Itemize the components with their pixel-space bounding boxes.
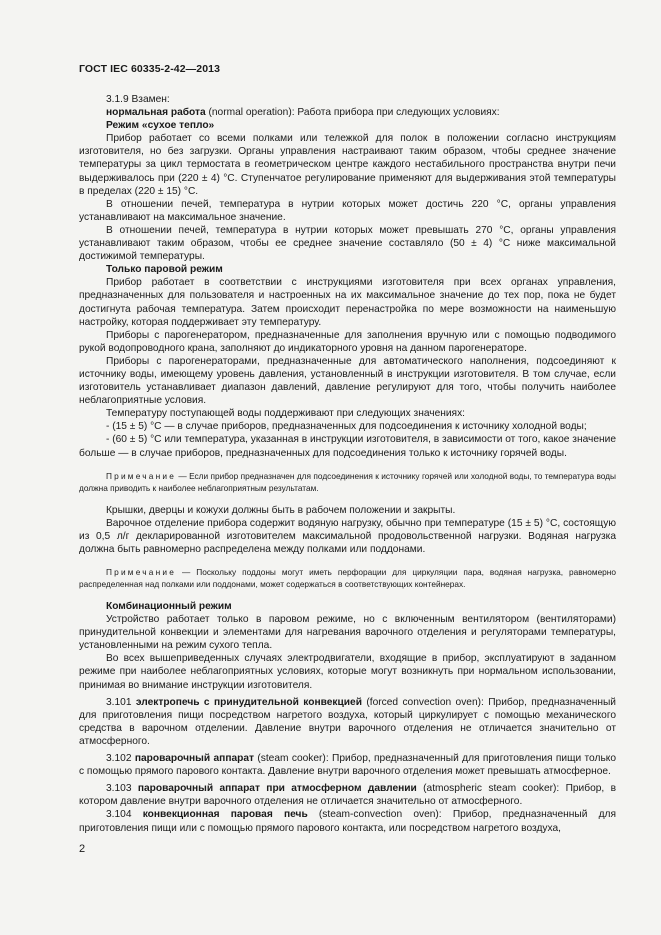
paragraph: Варочное отделение прибора содержит водяную нагрузку, обычно при температуре (15 ± 5) °C, состоящую из 0,5 л/г декларированной изготовителем максимальной продовольственной нагрузки. Водяная нагрузка должна быть равномерно распределена между полками или поддонами. bbox=[79, 517, 616, 555]
definition-text: (steam cooker): Прибор, предназначенный для приготовления пищи только с помощью прямого парового контакта. Давление внутри варочного отделения может превышать атмосферное. bbox=[79, 753, 616, 778]
clause-number: 3.102 bbox=[106, 753, 135, 765]
section-heading-steam-only: Только паровой режим bbox=[106, 264, 223, 276]
note-text: — Если прибор предназначен для подсоединения к источнику горячей или холодной воды, то температура воды должна приводить к наиболее неблагоприятным результатам. bbox=[79, 470, 616, 493]
paragraph: Температуру поступающей воды поддерживают при следующих значениях: bbox=[106, 408, 465, 420]
clause-number: 3.101 bbox=[106, 696, 136, 708]
section-heading-dry-heat: Режим «сухое тепло» bbox=[106, 120, 215, 132]
definition-normal-operation bbox=[79, 106, 616, 119]
note-text: — Поскольку поддоны могут иметь перфорации для циркуляции пара, водяная нагрузка, равномерно распределенная над полками или поддонами, может содержаться в соответствующих контейнерах. bbox=[79, 567, 616, 589]
note bbox=[79, 470, 616, 494]
list-item: - (60 ± 5) °C или температура, указанная в инструкции изготовителя, в зависимости от того, какое значение больше — в случае приборов, предназначенных для подсоединения только к источнику горячей воды. bbox=[79, 434, 616, 459]
definition-3-101 bbox=[79, 696, 616, 748]
term: конвекционная паровая печь bbox=[142, 809, 308, 821]
term: пароварочный аппарат при атмосферном давлении bbox=[137, 783, 417, 795]
term: нормальная работа bbox=[106, 107, 206, 119]
definition-3-102 bbox=[79, 752, 616, 778]
definition-text: (steam-convection oven): Прибор, предназначенный для приготовления пищи или с помощью прямого парового контакта, или посредством нагретого воздуха, bbox=[79, 809, 616, 834]
paragraph: Приборы с парогенераторами, предназначенные для автоматического наполнения, подсоединяют к источнику воды, имеющему уровень давления, установленный в инструкции изготовителя. В том случае, если изготовитель устанавливает диапазон давлений, давление регулируют для того, чтобы получить наиболее неблагоприятные условия. bbox=[79, 355, 616, 407]
document-body bbox=[79, 93, 616, 835]
paragraph: Устройство работает только в паровом режиме, но с включенным вентилятором (вентиляторами) принудительной конвекции и элементами для нагревания варочного отделения и регуляторами температуры, установленными на режим сухого тепла. bbox=[79, 614, 616, 652]
paragraph: Во всех вышеприведенных случаях электродвигатели, входящие в прибор, эксплуатируют в заданном режиме при наиболее неблагоприятных условиях, которые могут возникнуть при нормальном использовании, принимая во внимание инструкции изготовителя. bbox=[79, 653, 616, 691]
page-number: 2 bbox=[79, 843, 86, 855]
paragraph: В отношении печей, температура в нутрии которых может достичь 220 °C, органы управления устанавливают на максимальное значение. bbox=[79, 198, 616, 223]
list-item: - (15 ± 5) °C — в случае приборов, предназначенных для подсоединения к источнику холодной воды; bbox=[106, 421, 587, 433]
paragraph: Прибор работает в соответствии с инструкциями изготовителя при всех органах управления, предназначенных для пользователя и настроенных на их максимальное значение до тех пор, пока не будет достигнута рабочая температура. Затем происходит перенастройка по мере возможности на наименьшую настройку, которая поддерживает эту температуру. bbox=[79, 277, 616, 328]
note-label: Примечание bbox=[106, 567, 177, 577]
definition-text: (forced convection oven): Прибор, предназначенный для приготовления пищи посредством нагретого воздуха, который циркулирует с помощью механического средства в варочном отделении. Давление внутри варочного отделения не отличается значительно от атмосферного. bbox=[79, 696, 616, 747]
paragraph: Прибор работает со всеми полками или тележкой для полок в положении согласно инструкциям изготовителя, но без загрузки. Органы управления настраивают таким образом, чтобы среднее значение температуры за цикл термостата в геометрическом центре каждого нестабильного пространства внутри печи выдерживалось при (220 ± 4) °C. Ступенчатое регулирование применяют для выдерживания этой температуры в пределах (220 ± 15) °C. bbox=[79, 133, 616, 197]
definition-3-104 bbox=[79, 808, 616, 834]
definition-text: (normal operation): Работа прибора при следующих условиях: bbox=[205, 107, 500, 119]
paragraph: Крышки, дверцы и кожухи должны быть в рабочем положении и закрыты. bbox=[106, 504, 456, 516]
term: электропечь с принудительной конвекцией bbox=[135, 696, 362, 708]
section-heading-combination: Комбинационный режим bbox=[106, 601, 232, 612]
term: пароварочный аппарат bbox=[134, 753, 255, 765]
paragraph: Приборы с парогенератором, предназначенные для заполнения вручную или с помощью подводимого рукой водопроводного крана, заполняют до индикаторного уровня на данном парогенераторе. bbox=[79, 329, 616, 354]
clause-3-1-9: 3.1.9 Взамен: bbox=[106, 94, 170, 105]
definition-text: (atmospheric steam cooker): Прибор, в котором давление внутри варочного отделения не отличается значительно от атмосферного. bbox=[79, 783, 616, 808]
document-header: ГОСТ IEC 60335-2-42—2013 bbox=[79, 63, 221, 75]
clause-number: 3.103 bbox=[106, 783, 138, 795]
note bbox=[79, 566, 616, 590]
note-label: Примечание bbox=[106, 470, 177, 481]
clause-number: 3.104 bbox=[106, 809, 143, 821]
definition-3-103 bbox=[79, 782, 616, 808]
paragraph: В отношении печей, температура в нутрии которых может превышать 270 °C, органы управления устанавливают таким образом, чтобы ее среднее значение составляло (50 ± 4) °C ниже максимальной достижимой температуры. bbox=[79, 224, 616, 263]
